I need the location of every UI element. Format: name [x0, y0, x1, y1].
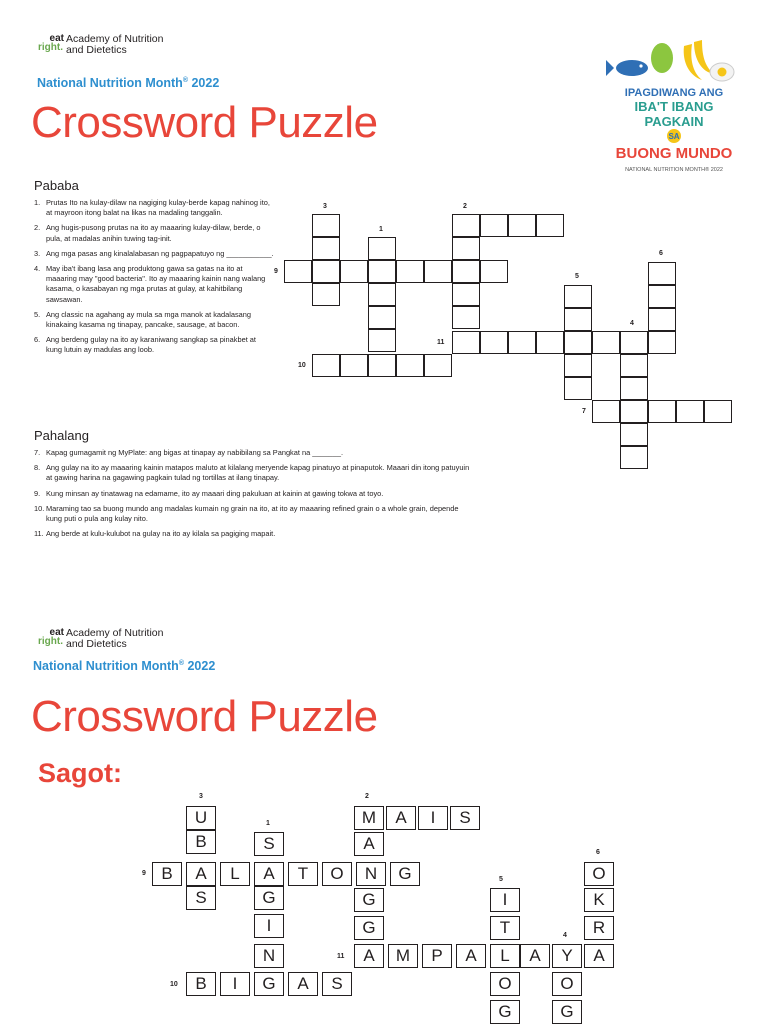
pahalang-heading: Pahalang: [34, 428, 89, 443]
crossword-cell[interactable]: [676, 400, 704, 423]
grid-number: 3: [199, 793, 203, 800]
answer-cell: G: [354, 916, 384, 940]
crossword-cell[interactable]: [396, 260, 424, 283]
academy-logo-2: [38, 628, 163, 650]
crossword-cell[interactable]: [648, 262, 676, 285]
crossword-cell[interactable]: [564, 331, 592, 354]
crossword-cell[interactable]: [620, 331, 648, 354]
answer-cell: U: [186, 806, 216, 830]
badge-line4: SA: [668, 132, 680, 141]
grid-number: 9: [274, 268, 278, 275]
clue-item: 4. May iba't ibang lasa ang produktong gawa sa gatas na ito at maaaring may "good bacteria". Ito ay maaaring kainin nang walang kasama, o kasabayan ng mga prutas at gulay, at kahitbilang sawsawan.: [34, 264, 266, 304]
crossword-cell[interactable]: [564, 308, 592, 331]
grid-number: 6: [596, 849, 600, 856]
badge-line1: IPAGDIWANG ANG: [624, 87, 724, 99]
answer-cell: P: [422, 944, 452, 968]
clue-item: 8. Ang gulay na ito ay maaaring kainin matapos maluto at kilalang meryende kapag pinatuyo at pinaputok. Maaari din itong patuyuin at gawing harina na gagawing pagkain tulad ng tortillas at ilang tinapay.: [34, 463, 470, 483]
crossword-cell[interactable]: [424, 260, 452, 283]
answer-cell: A: [584, 944, 614, 968]
page-title-2: Crossword Puzzle: [31, 692, 378, 741]
clue-item: 6. Ang berdeng gulay na ito ay karaniwang sangkap sa pinakbet at kung lutuin ay madulas ang loob.: [34, 335, 256, 355]
answer-cell: G: [390, 862, 420, 886]
answer-cell: G: [552, 1000, 582, 1024]
answer-cell: S: [322, 972, 352, 996]
crossword-cell[interactable]: [508, 331, 536, 354]
answer-cell: M: [354, 806, 384, 830]
eat-right-mark: eat right.: [38, 33, 64, 53]
answer-cell: B: [152, 862, 182, 886]
grid-number: 4: [630, 320, 634, 327]
crossword-cell[interactable]: [648, 308, 676, 331]
badge-line6: NATIONAL NUTRITION MONTH® 2022: [625, 167, 723, 173]
answer-cell: T: [288, 862, 318, 886]
grid-number: 11: [437, 339, 445, 346]
crossword-cell[interactable]: [312, 260, 340, 283]
crossword-cell[interactable]: [648, 285, 676, 308]
crossword-cell[interactable]: [312, 237, 340, 260]
crossword-cell[interactable]: [452, 283, 480, 306]
answer-cell: O: [490, 972, 520, 996]
answers-heading: Sagot:: [38, 758, 122, 788]
crossword-cell[interactable]: [564, 354, 592, 377]
clue-item: 7. Kapag gumagamit ng MyPlate: ang bigas at tinapay ay nabibilang sa Pangkat na _______.: [34, 448, 344, 457]
answer-cell: A: [386, 806, 416, 830]
crossword-cell[interactable]: [648, 331, 676, 354]
answer-cell: N: [356, 862, 386, 886]
clue-item: 3. Ang mga pasas ang kinalalabasan ng pagpapatuyo ng ___________.: [34, 248, 274, 258]
national-nutrition-month: National Nutrition Month® 2022: [37, 76, 220, 90]
organization-name: Academy of Nutrition and Dietetics: [66, 627, 164, 650]
answer-cell: L: [220, 862, 250, 886]
answer-cell: O: [552, 972, 582, 996]
grid-number: 7: [582, 408, 586, 415]
answer-cell: G: [254, 972, 284, 996]
eat-right-mark: eat right.: [38, 627, 64, 647]
crossword-cell[interactable]: [508, 214, 536, 237]
grid-number: 9: [142, 870, 146, 877]
answer-cell: G: [490, 1000, 520, 1024]
answer-cell: N: [254, 944, 284, 968]
clue-item: 11. Ang berde at kulu-kulubot na gulay na ito ay kilala sa pagiging mapait.: [34, 529, 276, 539]
grid-number: 2: [463, 203, 467, 210]
answer-cell: G: [254, 886, 284, 910]
crossword-cell[interactable]: [312, 283, 340, 306]
grid-number: 10: [170, 981, 178, 988]
answer-cell: A: [456, 944, 486, 968]
organization-name: Academy of Nutrition and Dietetics: [66, 33, 164, 56]
crossword-cell[interactable]: [480, 331, 508, 354]
answer-cell: Y: [552, 944, 582, 968]
answer-cell: A: [288, 972, 318, 996]
crossword-cell[interactable]: [704, 400, 732, 423]
badge-line5: BUONG MUNDO: [615, 145, 733, 162]
crossword-cell[interactable]: [620, 400, 648, 423]
crossword-cell[interactable]: [620, 354, 648, 377]
crossword-cell[interactable]: [536, 214, 564, 237]
answer-cell: G: [354, 888, 384, 912]
crossword-cell[interactable]: [368, 283, 396, 306]
answer-cell: K: [584, 888, 614, 912]
crossword-cell[interactable]: [368, 237, 396, 260]
crossword-cell[interactable]: [312, 214, 340, 237]
answer-cell: I: [220, 972, 250, 996]
pababa-clue-list: [34, 198, 274, 361]
answer-cell: B: [186, 972, 216, 996]
crossword-cell[interactable]: [368, 329, 396, 352]
answer-cell: A: [254, 862, 284, 886]
clue-item: 9. Kung minsan ay tinatawag na edamame, ito ay maaari ding pakuluan at kainin at gawing tokwa at toyo.: [34, 488, 384, 498]
page-title: Crossword Puzzle: [31, 98, 378, 147]
answer-cell: A: [354, 944, 384, 968]
academy-logo: [38, 34, 163, 56]
answer-cell: O: [322, 862, 352, 886]
badge-line3: PAGKAIN: [644, 114, 704, 129]
crossword-cell[interactable]: [536, 331, 564, 354]
answer-cell: S: [186, 886, 216, 910]
crossword-cell[interactable]: [368, 354, 396, 377]
crossword-cell[interactable]: [592, 331, 620, 354]
answer-cell: A: [186, 862, 216, 886]
clue-item: 2. Ang hugis-pusong prutas na ito ay maaaring kulay-dilaw, berde, o pula, at madalas anihin tuwing tag-init.: [34, 223, 261, 243]
crossword-cell[interactable]: [452, 306, 480, 329]
clue-item: 5. Ang classic na agahang ay mula sa mga manok at kadalasang kinakaing kasama ng tinapay, pancake, sausage, at bacon.: [34, 309, 252, 330]
crossword-cell[interactable]: [564, 377, 592, 400]
answer-cell: S: [450, 806, 480, 830]
crossword-cell[interactable]: [368, 306, 396, 329]
badge-line2: IBA'T IBANG: [634, 99, 714, 114]
answer-cell: S: [254, 832, 284, 856]
pahalang-clue-list: [34, 448, 474, 544]
grid-number: 3: [323, 203, 327, 210]
grid-number: 1: [266, 820, 270, 827]
crossword-cell[interactable]: [452, 331, 480, 354]
crossword-cell[interactable]: [424, 354, 452, 377]
answer-cell: I: [254, 914, 284, 938]
answer-cell: L: [490, 944, 520, 968]
crossword-cell[interactable]: [452, 214, 480, 237]
crossword-cell[interactable]: [340, 260, 368, 283]
crossword-cell[interactable]: [620, 446, 648, 469]
crossword-cell[interactable]: [620, 377, 648, 400]
crossword-cell[interactable]: [592, 400, 620, 423]
grid-number: 10: [298, 362, 306, 369]
crossword-cell[interactable]: [620, 423, 648, 446]
crossword-cell[interactable]: [648, 400, 676, 423]
crossword-cell[interactable]: [396, 354, 424, 377]
clue-item: 1. Prutas Ito na kulay-dilaw na nagiging kulay-berde kapag nahinog ito, at mayroon itong balat na likas na madaling tanggalin.: [34, 198, 270, 218]
crossword-cell[interactable]: [452, 260, 480, 283]
grid-number: 5: [575, 273, 579, 280]
answer-cell: M: [388, 944, 418, 968]
answer-cell: R: [584, 916, 614, 940]
national-nutrition-month-2: National Nutrition Month® 2022: [33, 659, 216, 673]
answer-cell: T: [490, 916, 520, 940]
answer-cell: B: [186, 830, 216, 854]
answer-cell: I: [490, 888, 520, 912]
crossword-cell[interactable]: [452, 237, 480, 260]
campaign-badge: [604, 28, 744, 178]
crossword-cell[interactable]: [368, 260, 396, 283]
crossword-cell[interactable]: [480, 214, 508, 237]
grid-number: 4: [563, 932, 567, 939]
crossword-cell[interactable]: [340, 354, 368, 377]
grid-number: 6: [659, 250, 663, 257]
crossword-cell[interactable]: [284, 260, 312, 283]
crossword-cell[interactable]: [564, 285, 592, 308]
crossword-cell[interactable]: [480, 260, 508, 283]
answer-cell: A: [520, 944, 550, 968]
pababa-heading: Pababa: [34, 178, 79, 193]
grid-number: 11: [337, 953, 345, 960]
grid-number: 2: [365, 793, 369, 800]
answer-cell: I: [418, 806, 448, 830]
grid-number: 1: [379, 226, 383, 233]
grid-number: 5: [499, 876, 503, 883]
answer-cell: A: [354, 832, 384, 856]
fruit-fish-illustration: [604, 28, 744, 178]
clue-item: 10. Maraming tao sa buong mundo ang madalas kumain ng grain na ito, at ito ay maaaring refined grain o a whole grain, depende kung puti o pula ang kulay nito.: [34, 503, 459, 524]
crossword-cell[interactable]: [312, 354, 340, 377]
answer-cell: O: [584, 862, 614, 886]
